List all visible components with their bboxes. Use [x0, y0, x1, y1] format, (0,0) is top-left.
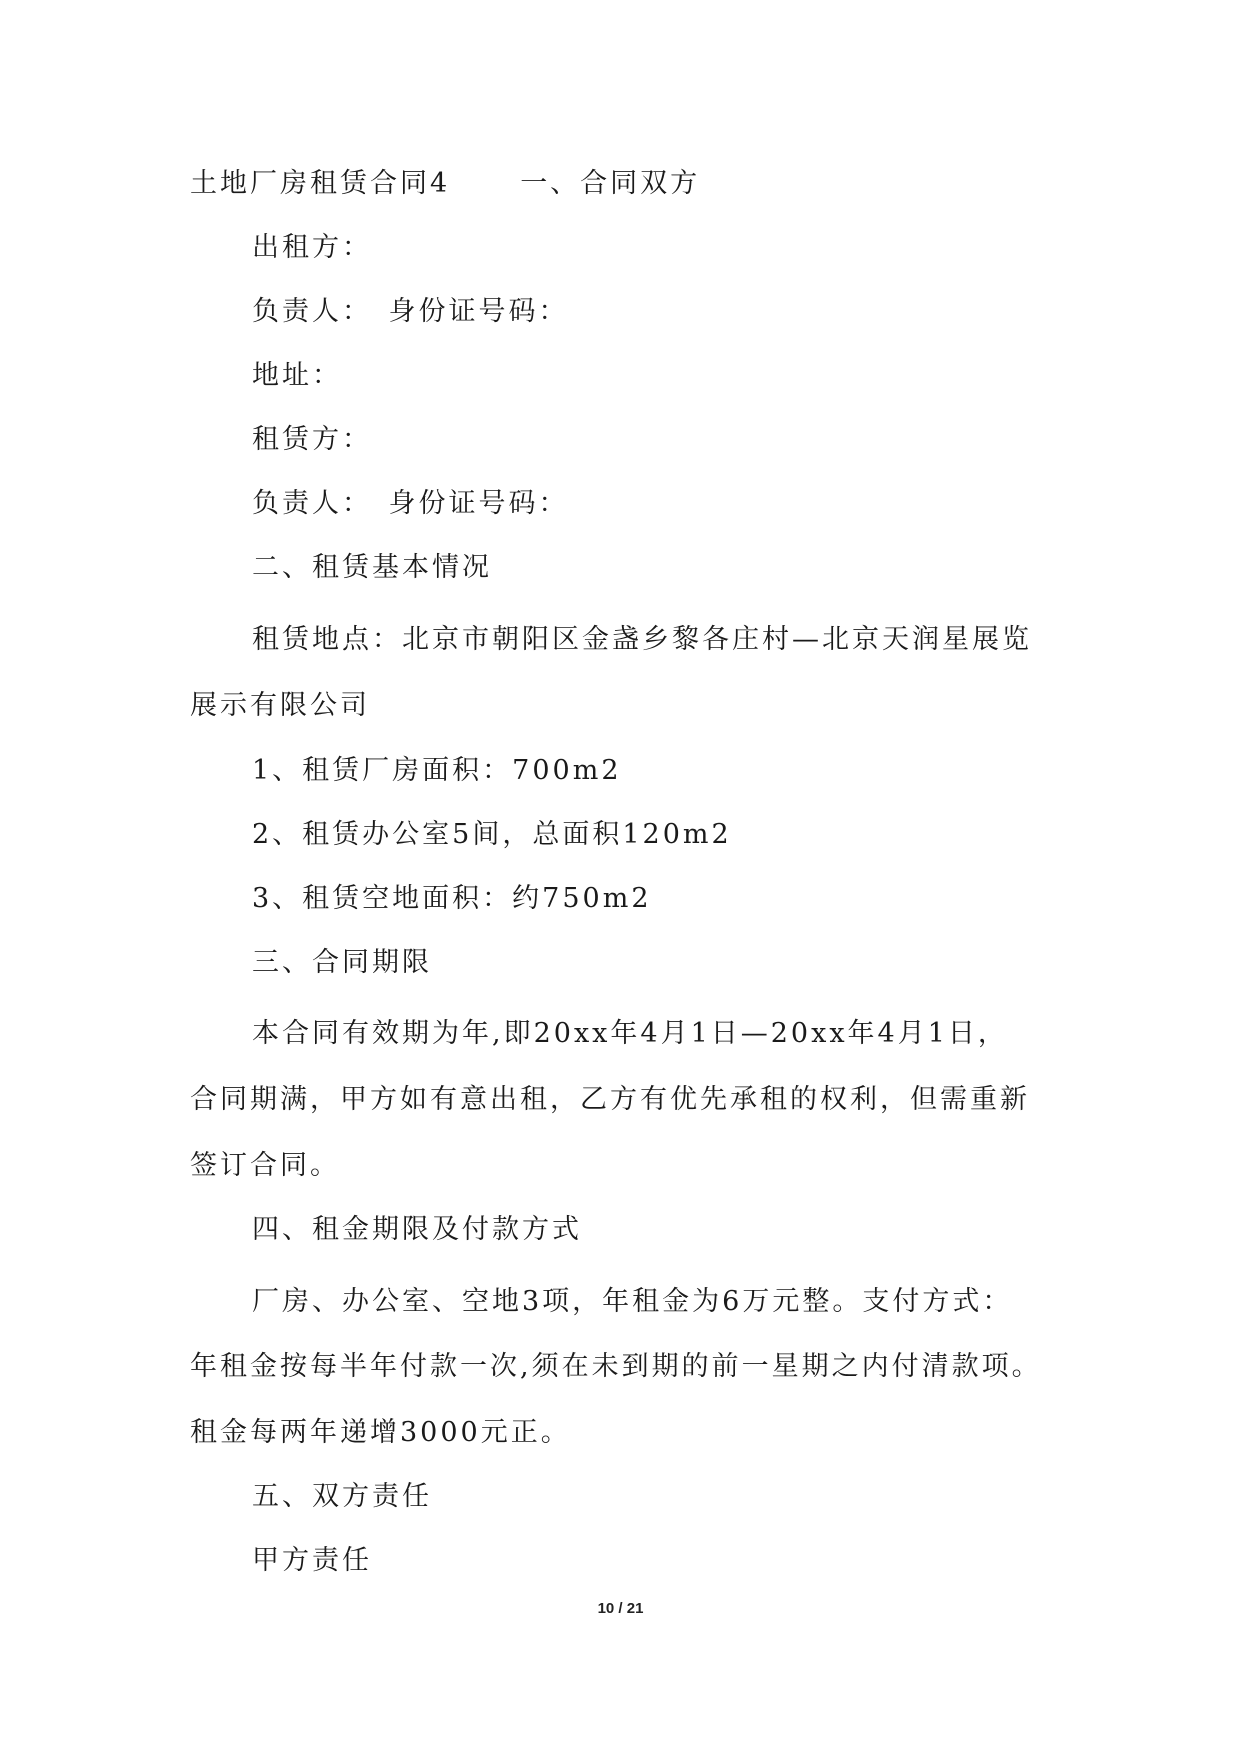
page-number: 10 / 21	[597, 1600, 644, 1617]
party-a-responsibility-heading: 甲方责任	[252, 1545, 372, 1576]
section-heading-2: 二、租赁基本情况	[252, 552, 492, 583]
section-heading-5: 五、双方责任	[252, 1481, 432, 1512]
lessor-address: 地址：	[252, 360, 342, 391]
document-title: 土地厂房租赁合同4	[190, 168, 451, 199]
section-heading-3: 三、合同期限	[252, 947, 432, 978]
lessor-responsible-person: 负责人： 身份证号码：	[252, 296, 569, 327]
item-open-land-area: 3、租赁空地面积：约750m2	[252, 883, 652, 914]
term-paragraph-line-2: 合同期满，甲方如有意出租，乙方有优先承租的权利，但需重新	[190, 1084, 1030, 1115]
lessor-label: 出租方：	[252, 232, 372, 263]
lessee-label: 租赁方：	[252, 424, 372, 455]
rent-paragraph-line-3: 租金每两年递增3000元正。	[190, 1417, 571, 1448]
term-paragraph-line-1: 本合同有效期为年,即20xx年4月1日—20xx年4月1日，	[252, 1018, 1008, 1049]
section-heading-1: 一、合同双方	[520, 168, 701, 199]
lessee-responsible-person: 负责人： 身份证号码：	[252, 488, 569, 519]
term-paragraph-line-3: 签订合同。	[190, 1150, 340, 1181]
rent-paragraph-line-1: 厂房、办公室、空地3项，年租金为6万元整。支付方式：	[252, 1286, 1013, 1317]
section-heading-4: 四、租金期限及付款方式	[252, 1214, 582, 1245]
item-factory-area: 1、租赁厂房面积：700m2	[252, 755, 622, 786]
item-office-area: 2、租赁办公室5间，总面积120m2	[252, 819, 732, 850]
rent-paragraph-line-2: 年租金按每半年付款一次,须在未到期的前一星期之内付清款项。	[190, 1351, 1042, 1382]
lease-location-continued: 展示有限公司	[190, 690, 370, 721]
lease-location: 租赁地点：北京市朝阳区金盏乡黎各庄村—北京天润星展览	[252, 624, 1032, 655]
document-title-line	[190, 164, 700, 204]
